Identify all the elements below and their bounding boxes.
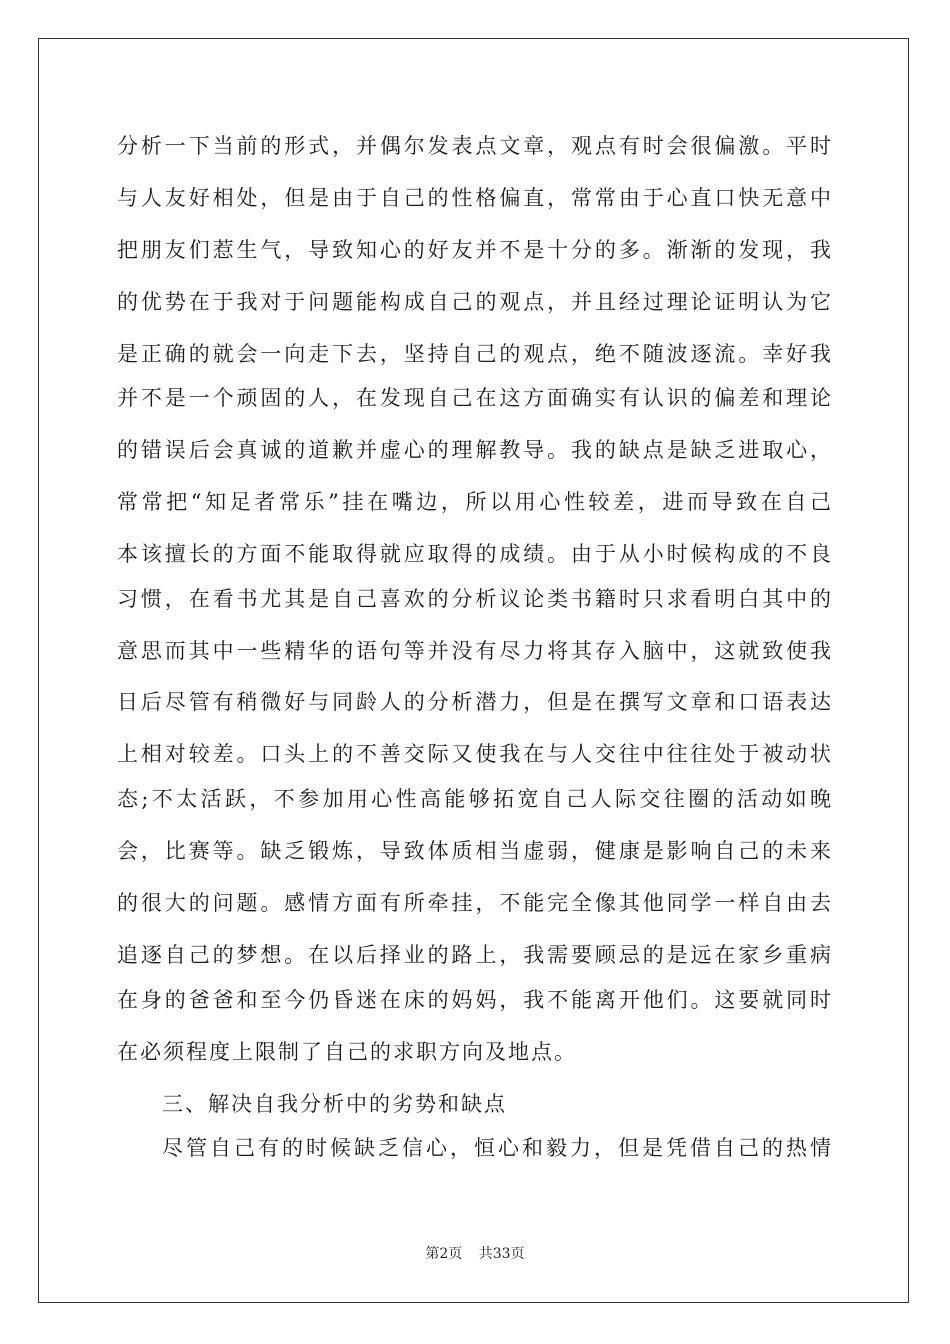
- body-line-16: 的很大的问题。感情方面有所牵挂，不能完全像其他同学一样自由去: [117, 891, 831, 915]
- section-heading: 三、解决自我分析中的劣势和缺点: [162, 1092, 507, 1116]
- body-line-4: 的优势在于我对于问题能构成自己的观点，并且经过理论证明认为它: [117, 290, 831, 314]
- body-line-5: 是正确的就会一向走下去，坚持自己的观点，绝不随波逐流。幸好我: [117, 342, 831, 366]
- body-line-3: 把朋友们惹生气，导致知心的好友并不是十分的多。渐渐的发现，我: [117, 238, 831, 262]
- body-line-17: 追逐自己的梦想。在以后择业的路上，我需要顾忌的是远在家乡重病: [117, 943, 831, 967]
- body-line-18: 在身的爸爸和至今仍昏迷在床的妈妈，我不能离开他们。这要就同时: [117, 988, 831, 1012]
- body-line-15: 会，比赛等。缺乏锻炼，导致体质相当虚弱，健康是影响自己的未来: [117, 839, 831, 863]
- body-line-2: 与人友好相处，但是由于自己的性格偏直，常常由于心直口快无意中: [117, 186, 831, 210]
- body-line-8: 常常把“知足者常乐”挂在嘴边，所以用心性较差，进而导致在自己: [117, 490, 831, 514]
- next-paragraph-line: 尽管自己有的时候缺乏信心，恒心和毅力，但是凭借自己的热情: [162, 1136, 831, 1160]
- body-line-6: 并不是一个顽固的人，在发现自己在这方面确实有认识的偏差和理论: [117, 386, 831, 410]
- body-line-12: 日后尽管有稍微好与同龄人的分析潜力，但是在撰写文章和口语表达: [117, 690, 831, 714]
- body-line-1: 分析一下当前的形式，并偶尔发表点文章，观点有时会很偏激。平时: [117, 134, 831, 158]
- body-line-13: 上相对较差。口头上的不善交际又使我在与人交往中往往处于被动状: [117, 742, 831, 766]
- page-number: 第2页: [425, 1246, 463, 1262]
- body-line-10: 习惯，在看书尤其是自己喜欢的分析议论类书籍时只求看明白其中的: [117, 587, 831, 611]
- page-footer: [0, 1244, 950, 1264]
- body-line-14: 态;不太活跃，不参加用心性高能够拓宽自己人际交往圈的活动如晚: [117, 787, 831, 811]
- body-line-9: 本该擅长的方面不能取得就应取得的成绩。由于从小时候构成的不良: [117, 542, 831, 566]
- body-line-19: 在必须程度上限制了自己的求职方向及地点。: [117, 1040, 577, 1064]
- body-line-7: 的错误后会真诚的道歉并虚心的理解教导。我的缺点是缺乏进取心，: [117, 438, 831, 462]
- body-line-11: 意思而其中一些精华的语句等并没有尽力将其存入脑中，这就致使我: [117, 639, 831, 663]
- page-total: 共33页: [478, 1246, 525, 1262]
